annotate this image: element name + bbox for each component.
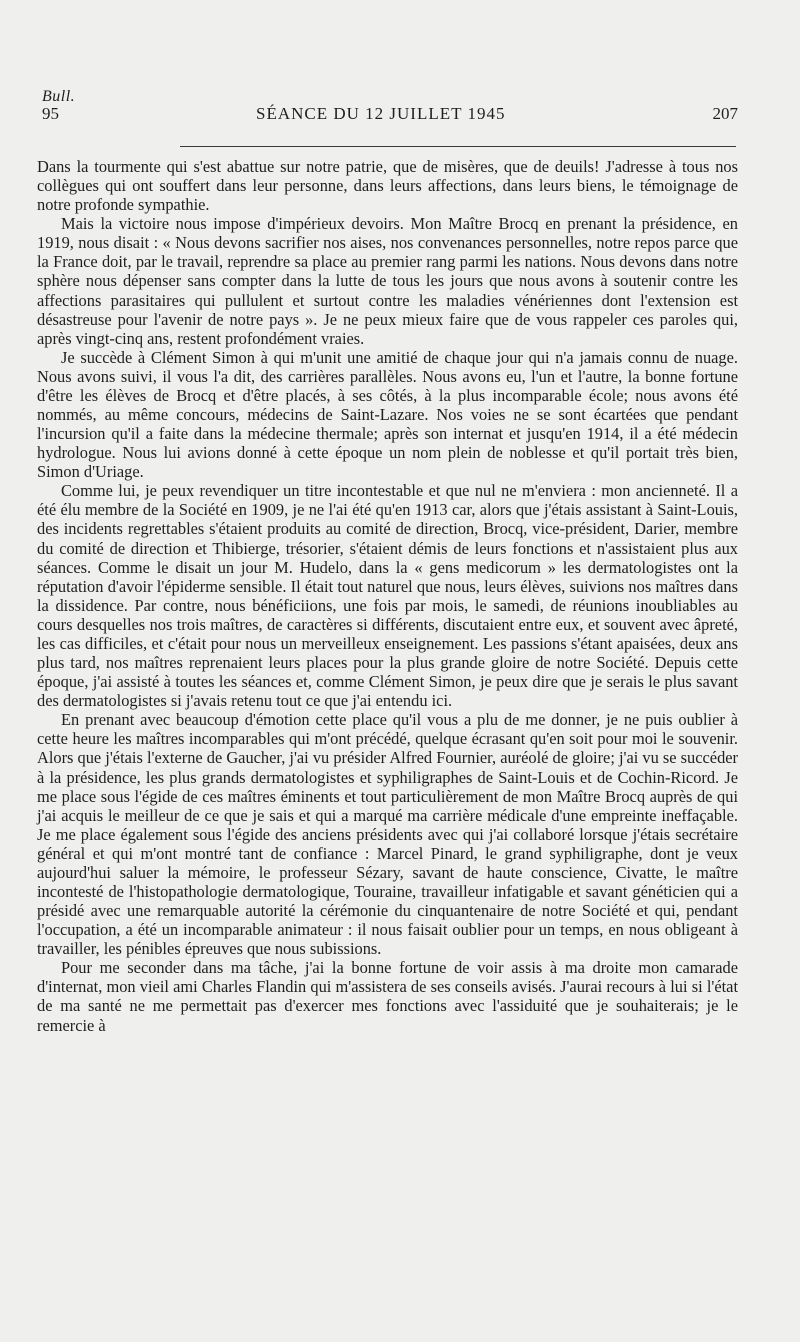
page-number-right: 207 [712, 104, 738, 123]
running-header [42, 104, 742, 132]
paragraph: Dans la tourmente qui s'est abattue sur notre patrie, que de misères, que de deuils! J'adresse à tous nos collègues qui ont souffert dans leur personne, dans leurs affections, dans leurs biens, le témoignage de notre profonde sympathie. [37, 157, 738, 215]
header-rule [180, 146, 736, 147]
paragraph: En prenant avec beaucoup d'émotion cette place qu'il vous a plu de me donner, je ne puis oublier à cette heure les maîtres incomparables qui m'ont précédé, quelque écrasant qu'en soit pour moi le souvenir. Alors que j'étais l'externe de Gaucher, j'ai vu présider Alfred Fournier, auréolé de gloire; j'ai vu se succéder à la présidence, les plus grands dermatologistes et syphiligraphes de Saint-Louis et de Cochin-Ricord. Je me place sous l'égide de ces maîtres éminents et tout particulièrement de mon Maître Brocq auprès de qui j'ai acquis le meilleur de ce que je sais et qui a marqué ma carrière médicale d'une empreinte ineffaçable. Je me place également sous l'égide des anciens présidents avec qui j'ai collaboré lorsque j'étais secrétaire général et qui m'ont montré tant de confiance : Marcel Pinard, le grand syphiligraphe, dont je veux aujourd'hui saluer la mémoire, le professeur Sézary, savant de haute conscience, Civatte, le maître incontesté de l'histopathologie dermatologique, Touraine, travailleur infatigable et savant généticien qui a présidé avec une remarquable autorité la cérémonie du cinquantenaire de notre Société et qui, pendant l'occupation, a été un incomparable animateur : il nous faisait oublier pour un temps, en nous obligeant à travailler, les pénibles épreuves que nous subissions. [37, 710, 738, 959]
running-title: SÉANCE DU 12 JUILLET 1945 [256, 104, 506, 123]
page-number-left: 95 [42, 104, 59, 123]
paragraph: Comme lui, je peux revendiquer un titre incontestable et que nul ne m'enviera : mon ancienneté. Il a été élu membre de la Société en 1909, je ne l'ai été qu'en 1913 car, alors que j'étais assistant à Saint-Louis, des incidents regrettables s'étaient produits au comité de direction, Brocq, vice-président, Darier, membre du comité de direction et Thibierge, trésorier, s'étaient démis de leurs fonctions et n'assistaient plus aux séances. Comme le disait un jour M. Hudelo, dans la « gens medicorum » les dermatologistes ont la réputation d'avoir l'épiderme sensible. Il était tout naturel que nous, leurs élèves, suivions nos maîtres dans la dissidence. Par contre, nous bénéficiions, une fois par mois, le samedi, de réunions inoubliables au cours desquelles nos trois maîtres, de caractères si différents, discutaient entre eux, et souvent avec âpreté, les cas difficiles, et c'était pour nous un merveilleux enseignement. Les passions s'étant apaisées, deux ans plus tard, nos maîtres reprenaient leurs places pour la plus grande gloire de notre Société. Depuis cette époque, j'ai assisté à toutes les séances et, comme Clément Simon, je peux dire que je serais le plus savant des dermatologistes si j'avais retenu tout ce que j'ai entendu ici. [37, 481, 738, 711]
paragraph: Je succède à Clément Simon à qui m'unit une amitié de chaque jour qui n'a jamais connu de nuage. Nous avons suivi, il vous l'a dit, des carrières parallèles. Nous avons eu, l'un et l'autre, la bonne fortune d'être les élèves de Brocq et d'être placés, à ses côtés, à la plus incomparable école; nous avons été nommés, au même concours, médecins de Saint-Lazare. Nos voies ne se sont écartées que pendant l'incursion qu'il a faite dans la médecine thermale; après son internat et jusqu'en 1914, il a été médecin hydrologue. Nous lui avions donné à cette époque un nom plein de noblesse et qu'il portait très bien, Simon d'Uriage. [37, 347, 738, 482]
paragraph: Mais la victoire nous impose d'impérieux devoirs. Mon Maître Brocq en prenant la présidence, en 1919, nous disait : « Nous devons sacrifier nos aises, nos convenances personnelles, notre repos parce que la France doit, par le travail, reprendre sa place au premier rang parmi les nations. Nous devons dans notre sphère nous dépenser sans compter dans la lutte de tous les jours que nous avons à soutenir contre les affections parasitaires qui pullulent et surtout contre les maladies vénériennes dont l'extension est désastreuse pour l'avenir de notre pays ». Je ne peux mieux faire que de vous rappeler ces paroles qui, après vingt-cinq ans, restent profondément vraies. [37, 214, 738, 348]
body-text [37, 157, 738, 1035]
paragraph: Pour me seconder dans ma tâche, j'ai la bonne fortune de voir assis à ma droite mon camarade d'internat, mon vieil ami Charles Flandin qui m'assistera de ses conseils avisés. J'aurai recours à lui si l'état de ma santé ne me permettait pas d'exercer mes fonctions avec l'assiduité que je souhaiterais; je le remercie à [37, 958, 738, 1035]
journal-abbreviation: Bull. [42, 88, 76, 105]
